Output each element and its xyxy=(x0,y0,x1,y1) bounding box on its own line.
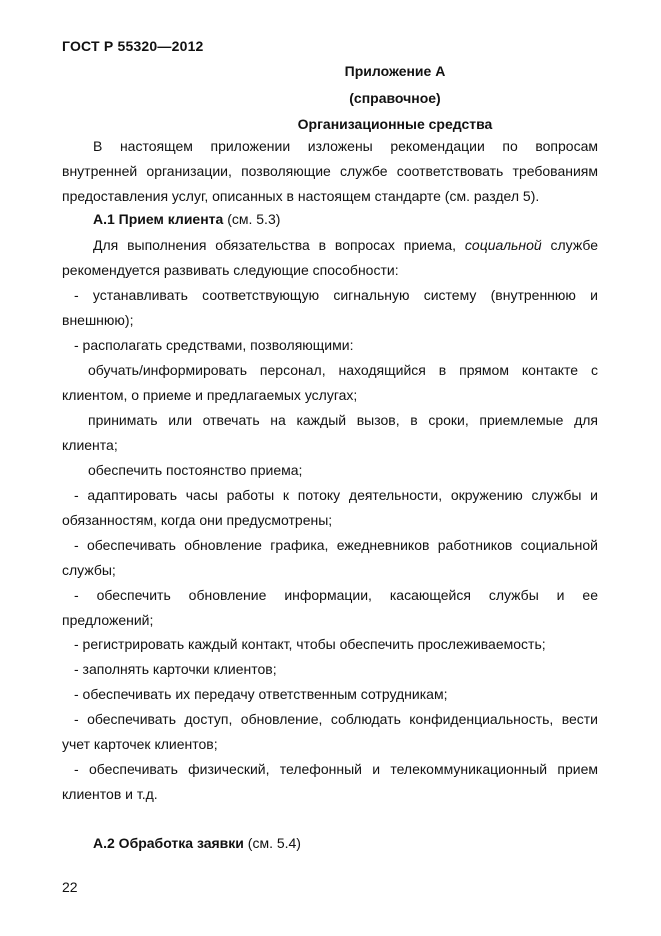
list-item-line: - обеспечивать доступ, обновление, соблюдать конфиденциальность, вести xyxy=(74,711,598,727)
section-a2-ref: (см. 5.4) xyxy=(243,835,301,851)
appendix-name: Организационные средства xyxy=(297,116,493,132)
a1-lead-line-1 xyxy=(62,233,598,258)
list-item-line: обязанностям, когда они предусмотрены; xyxy=(62,512,333,528)
list-item xyxy=(62,632,598,657)
list-item-line: - обеспечивать обновление графика, ежедневников работников социальной xyxy=(74,537,598,553)
list-item-line: - заполнять карточки клиентов; xyxy=(74,661,277,677)
a1-lead-paragraph xyxy=(62,233,598,283)
page-number: 22 xyxy=(62,879,78,895)
list-item xyxy=(62,283,598,333)
intro-line-2: внутренней организации, позволяющие службе соответствовать требованиям xyxy=(62,163,598,179)
list-item-line: - обеспечивать их передачу ответственным сотрудникам; xyxy=(74,686,448,702)
section-a2-title: А.2 Обработка заявки xyxy=(93,835,244,851)
list-item-line: - устанавливать соответствующую сигнальную систему (внутреннюю и xyxy=(74,287,598,303)
list-item-line: - обеспечить обновление информации, касающейся службы и ее xyxy=(74,587,598,603)
list-item xyxy=(62,458,598,483)
a1-lead-line-2: рекомендуется развивать следующие способности: xyxy=(62,262,399,278)
list-item xyxy=(62,533,598,583)
section-a2-heading xyxy=(93,835,301,851)
section-a1-heading xyxy=(93,211,280,227)
list-item-line: - адаптировать часы работы к потоку деятельности, окружению службы и xyxy=(74,487,598,503)
document-header: ГОСТ Р 55320—2012 xyxy=(62,38,204,54)
list-item-line: клиента; xyxy=(62,437,118,453)
section-a1-title: А.1 Прием клиента xyxy=(93,211,224,227)
list-item-line: обеспечить постоянство приема; xyxy=(88,462,303,478)
intro-line-1: В настоящем приложении изложены рекомендации по вопросам xyxy=(93,138,598,154)
list-item xyxy=(62,682,598,707)
list-item-line: обучать/информировать персонал, находящийся в прямом контакте с xyxy=(88,362,598,378)
list-item-line: предложений; xyxy=(62,612,154,628)
list-item xyxy=(62,358,598,408)
list-item xyxy=(62,707,598,757)
list-item-line: клиентов и т.д. xyxy=(62,786,158,802)
list-item-line: принимать или отвечать на каждый вызов, в сроки, приемлемые для xyxy=(88,412,598,428)
list-item-line: - регистрировать каждый контакт, чтобы обеспечить прослеживаемость; xyxy=(74,636,546,652)
a1-lead-text-end: службе xyxy=(541,237,598,253)
list-item-line: учет карточек клиентов; xyxy=(62,736,218,752)
list-item xyxy=(62,583,598,633)
list-item xyxy=(62,333,598,358)
a1-lead-emphasis: социальной xyxy=(464,237,542,253)
list-item xyxy=(62,408,598,458)
list-item xyxy=(62,483,598,533)
list-item-line: службы; xyxy=(62,562,116,578)
list-item-line: внешнюю); xyxy=(62,312,134,328)
section-a1-ref: (см. 5.3) xyxy=(223,211,281,227)
list-item-line: - обеспечивать физический, телефонный и телекоммуникационный прием xyxy=(74,761,598,777)
list-item xyxy=(62,657,598,682)
appendix-type: (справочное) xyxy=(349,90,441,106)
list-item-line: - располагать средствами, позволяющими: xyxy=(74,337,354,353)
intro-paragraph xyxy=(62,134,598,209)
list-item xyxy=(62,757,598,807)
list-item-line: клиентом, о приеме и предлагаемых услугах; xyxy=(62,387,358,403)
a1-lead-text: Для выполнения обязательства в вопросах приема, xyxy=(93,237,465,253)
intro-line-3: предоставления услуг, описанных в настоящем стандарте (см. раздел 5). xyxy=(62,188,540,204)
appendix-title: Приложение А xyxy=(344,63,446,79)
